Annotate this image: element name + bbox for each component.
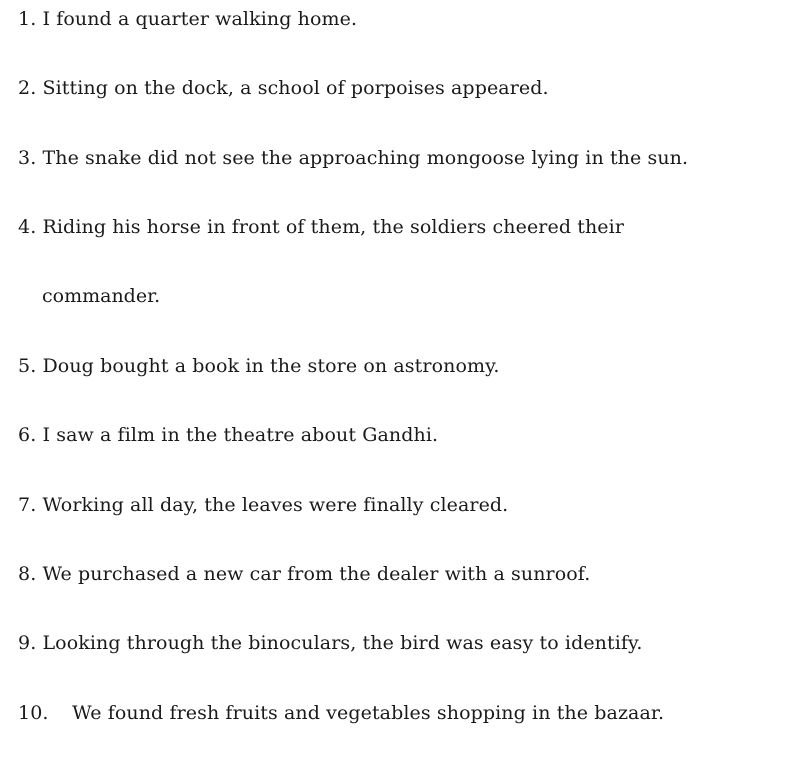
- item-text: The snake did not see the approaching mongoose lying in the sun.: [42, 147, 689, 169]
- item-number: 6.: [18, 424, 37, 446]
- item-number: 4.: [18, 216, 37, 238]
- item-number: 9.: [18, 632, 37, 654]
- list-item: [18, 8, 357, 30]
- item-continuation: commander.: [42, 285, 161, 307]
- list-item: [18, 494, 508, 516]
- item-number: 2.: [18, 77, 37, 99]
- list-item: [18, 702, 664, 724]
- item-number: 5.: [18, 355, 37, 377]
- list-item: [18, 216, 624, 238]
- list-item: [18, 147, 688, 169]
- item-text: We purchased a new car from the dealer with a sunroof.: [42, 563, 591, 585]
- list-item: [18, 424, 438, 446]
- item-number: 7.: [18, 494, 37, 516]
- item-text: Riding his horse in front of them, the soldiers cheered their: [42, 216, 625, 238]
- list-item: [18, 632, 643, 654]
- item-text: Sitting on the dock, a school of porpoises appeared.: [42, 77, 549, 99]
- item-text: Looking through the binoculars, the bird was easy to identify.: [42, 632, 643, 654]
- item-text: Doug bought a book in the store on astronomy.: [42, 355, 500, 377]
- item-number: 10.: [18, 702, 49, 724]
- item-text: Working all day, the leaves were finally cleared.: [42, 494, 509, 516]
- item-number: 3.: [18, 147, 37, 169]
- list-item: [18, 563, 590, 585]
- item-text: I found a quarter walking home.: [42, 8, 358, 30]
- list-item: [18, 355, 500, 377]
- list-item: [18, 77, 549, 99]
- item-number: 1.: [18, 8, 37, 30]
- item-number: 8.: [18, 563, 37, 585]
- item-text: I saw a film in the theatre about Gandhi.: [42, 424, 439, 446]
- item-text: We found fresh fruits and vegetables shopping in the bazaar.: [72, 702, 665, 724]
